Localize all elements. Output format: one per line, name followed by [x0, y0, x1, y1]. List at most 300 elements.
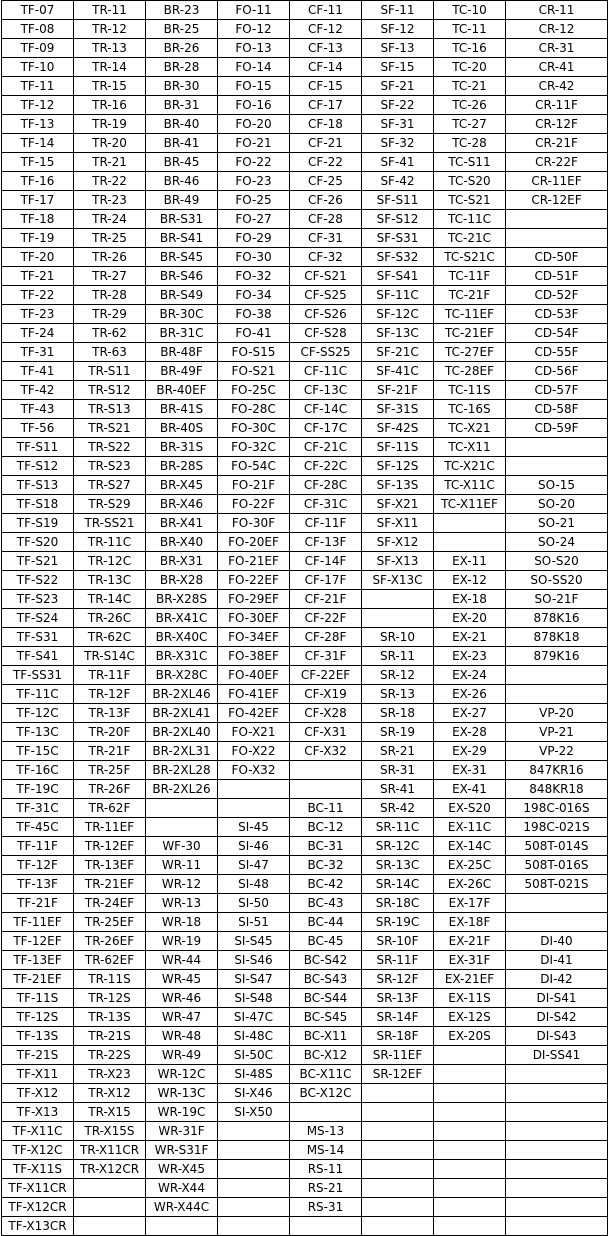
table-cell: CD-50F — [506, 248, 608, 267]
table-cell: BR-31S — [146, 438, 218, 457]
table-cell: CF-13C — [290, 381, 362, 400]
table-cell: CF-31 — [290, 229, 362, 248]
table-cell: CF-21C — [290, 438, 362, 457]
table-cell: FO-41EF — [218, 685, 290, 704]
table-row — [2, 1027, 608, 1046]
table-cell: BC-S42 — [290, 951, 362, 970]
table-row — [2, 666, 608, 685]
table-row — [2, 476, 608, 495]
table-row — [2, 134, 608, 153]
table-cell — [506, 1141, 608, 1160]
table-cell: CF-S26 — [290, 305, 362, 324]
table-cell: SR-12EF — [362, 1065, 434, 1084]
table-cell: SI-X50 — [218, 1103, 290, 1122]
table-cell: TR-SS21 — [74, 514, 146, 533]
table-cell — [290, 780, 362, 799]
table-cell — [506, 666, 608, 685]
table-cell: TC-10 — [434, 1, 506, 20]
table-cell: CD-54F — [506, 324, 608, 343]
table-cell: TF-13C — [2, 723, 74, 742]
table-cell — [434, 1122, 506, 1141]
table-cell: EX-18 — [434, 590, 506, 609]
table-cell: 508T-014S — [506, 837, 608, 856]
table-cell: TR-12C — [74, 552, 146, 571]
table-cell: WR-47 — [146, 1008, 218, 1027]
table-cell: BR-2XL46 — [146, 685, 218, 704]
table-cell: TF-20 — [2, 248, 74, 267]
table-cell: TR-14C — [74, 590, 146, 609]
table-cell: TR-13C — [74, 571, 146, 590]
table-cell: TC-21 — [434, 77, 506, 96]
table-cell: TF-21 — [2, 267, 74, 286]
table-cell: TR-S14C — [74, 647, 146, 666]
table-cell — [434, 1217, 506, 1236]
table-cell: TF-31C — [2, 799, 74, 818]
table-cell: TR-62 — [74, 324, 146, 343]
table-row — [2, 818, 608, 837]
table-cell: SR-42 — [362, 799, 434, 818]
table-cell — [506, 894, 608, 913]
table-cell: SF-11C — [362, 286, 434, 305]
table-cell: TR-X23 — [74, 1065, 146, 1084]
table-cell: BR-40EF — [146, 381, 218, 400]
table-cell: TF-22 — [2, 286, 74, 305]
table-cell: TR-X15 — [74, 1103, 146, 1122]
table-cell: FO-20 — [218, 115, 290, 134]
table-cell: TR-13 — [74, 39, 146, 58]
table-cell — [506, 438, 608, 457]
table-cell — [218, 1198, 290, 1217]
table-cell: EX-20S — [434, 1027, 506, 1046]
table-row — [2, 20, 608, 39]
table-cell: TF-18 — [2, 210, 74, 229]
table-cell: SO-21 — [506, 514, 608, 533]
table-cell: TC-X11EF — [434, 495, 506, 514]
table-cell: CF-28C — [290, 476, 362, 495]
table-cell: TR-11EF — [74, 818, 146, 837]
table-row — [2, 951, 608, 970]
table-cell: TF-13F — [2, 875, 74, 894]
table-cell: BR-2XL40 — [146, 723, 218, 742]
table-cell — [506, 1217, 608, 1236]
table-cell: FO-32C — [218, 438, 290, 457]
table-cell: TR-29 — [74, 305, 146, 324]
table-cell: TF-12F — [2, 856, 74, 875]
table-cell: SR-18 — [362, 704, 434, 723]
table-cell: SF-11S — [362, 438, 434, 457]
table-cell: TC-16S — [434, 400, 506, 419]
model-code-table — [1, 0, 608, 1236]
table-cell: CF-28 — [290, 210, 362, 229]
table-cell: SR-13 — [362, 685, 434, 704]
table-cell: BR-S31 — [146, 210, 218, 229]
table-cell: SF-21F — [362, 381, 434, 400]
table-cell: SR-11F — [362, 951, 434, 970]
table-cell: CF-14F — [290, 552, 362, 571]
table-cell: CF-SS25 — [290, 343, 362, 362]
table-cell: EX-12S — [434, 1008, 506, 1027]
table-row — [2, 58, 608, 77]
table-cell: RS-21 — [290, 1179, 362, 1198]
table-cell — [362, 1141, 434, 1160]
table-cell: BR-31C — [146, 324, 218, 343]
table-cell: TF-16C — [2, 761, 74, 780]
table-cell: WR-46 — [146, 989, 218, 1008]
table-cell: VP-20 — [506, 704, 608, 723]
table-cell: SI-S45 — [218, 932, 290, 951]
table-row — [2, 305, 608, 324]
table-cell: BR-X31 — [146, 552, 218, 571]
table-cell: WR-X44C — [146, 1198, 218, 1217]
table-cell: TF-S19 — [2, 514, 74, 533]
table-cell — [362, 590, 434, 609]
table-cell: BR-S45 — [146, 248, 218, 267]
table-cell: TR-21S — [74, 1027, 146, 1046]
table-cell: TF-X11 — [2, 1065, 74, 1084]
table-cell: CR-12EF — [506, 191, 608, 210]
table-cell: CF-21 — [290, 134, 362, 153]
table-cell: SR-11 — [362, 647, 434, 666]
table-cell: 508T-016S — [506, 856, 608, 875]
table-cell: SR-11EF — [362, 1046, 434, 1065]
table-cell: SR-31 — [362, 761, 434, 780]
table-cell — [506, 1065, 608, 1084]
table-cell: TC-11EF — [434, 305, 506, 324]
table-cell: TR-11 — [74, 1, 146, 20]
table-cell: BR-S41 — [146, 229, 218, 248]
table-cell — [506, 1084, 608, 1103]
table-cell — [218, 1141, 290, 1160]
table-cell: SR-12 — [362, 666, 434, 685]
table-row — [2, 1046, 608, 1065]
table-cell: FO-X22 — [218, 742, 290, 761]
table-cell: TF-S13 — [2, 476, 74, 495]
table-cell: CR-21F — [506, 134, 608, 153]
table-body — [2, 1, 608, 1236]
table-cell: SF-42 — [362, 172, 434, 191]
table-cell: WR-12C — [146, 1065, 218, 1084]
table-cell: SI-47C — [218, 1008, 290, 1027]
table-cell: TF-10 — [2, 58, 74, 77]
table-cell: TR-15 — [74, 77, 146, 96]
table-cell: CF-13F — [290, 533, 362, 552]
table-cell: EX-21EF — [434, 970, 506, 989]
table-cell: BR-40S — [146, 419, 218, 438]
table-row — [2, 495, 608, 514]
table-cell: CF-17F — [290, 571, 362, 590]
table-cell — [362, 1084, 434, 1103]
table-row — [2, 989, 608, 1008]
table-cell: EX-31 — [434, 761, 506, 780]
table-cell: TF-12S — [2, 1008, 74, 1027]
table-cell: TR-X15S — [74, 1122, 146, 1141]
table-cell: FO-34EF — [218, 628, 290, 647]
table-cell: TF-12C — [2, 704, 74, 723]
table-cell: TF-42 — [2, 381, 74, 400]
table-cell: SF-32 — [362, 134, 434, 153]
table-cell: TR-12F — [74, 685, 146, 704]
table-row — [2, 837, 608, 856]
table-cell: TC-X11C — [434, 476, 506, 495]
table-cell: SF-S31 — [362, 229, 434, 248]
table-cell: CF-11F — [290, 514, 362, 533]
table-cell: CF-22EF — [290, 666, 362, 685]
table-cell: TC-28EF — [434, 362, 506, 381]
table-cell: TF-11S — [2, 989, 74, 1008]
table-cell: SI-50C — [218, 1046, 290, 1065]
table-cell: BC-S43 — [290, 970, 362, 989]
table-cell: BC-X12 — [290, 1046, 362, 1065]
table-row — [2, 267, 608, 286]
table-cell: TF-X12CR — [2, 1198, 74, 1217]
table-cell: BC-42 — [290, 875, 362, 894]
table-cell: FO-S21 — [218, 362, 290, 381]
table-cell: FO-29EF — [218, 590, 290, 609]
table-cell — [506, 229, 608, 248]
table-cell: TR-11F — [74, 666, 146, 685]
table-cell: TR-25EF — [74, 913, 146, 932]
table-cell: TR-62F — [74, 799, 146, 818]
table-cell: SF-S32 — [362, 248, 434, 267]
table-cell: CF-S21 — [290, 267, 362, 286]
table-row — [2, 761, 608, 780]
table-cell: CR-31 — [506, 39, 608, 58]
table-cell: SI-48 — [218, 875, 290, 894]
table-cell: CF-X28 — [290, 704, 362, 723]
table-cell: TR-X12 — [74, 1084, 146, 1103]
table-cell: TR-11S — [74, 970, 146, 989]
table-cell: FO-16 — [218, 96, 290, 115]
table-cell: FO-13 — [218, 39, 290, 58]
table-cell: TR-24 — [74, 210, 146, 229]
table-cell — [218, 1179, 290, 1198]
table-row — [2, 1103, 608, 1122]
table-cell: TC-X11 — [434, 438, 506, 457]
table-cell — [74, 1179, 146, 1198]
table-cell: BR-46 — [146, 172, 218, 191]
table-cell: WR-19C — [146, 1103, 218, 1122]
table-cell: CD-56F — [506, 362, 608, 381]
table-cell: TF-24 — [2, 324, 74, 343]
table-row — [2, 229, 608, 248]
table-cell: TF-19 — [2, 229, 74, 248]
table-cell: CF-S25 — [290, 286, 362, 305]
table-cell: TR-20F — [74, 723, 146, 742]
table-cell — [434, 514, 506, 533]
table-cell: TF-21EF — [2, 970, 74, 989]
table-cell — [218, 1122, 290, 1141]
table-cell: SF-13 — [362, 39, 434, 58]
table-cell: SR-14C — [362, 875, 434, 894]
table-cell: TF-X13 — [2, 1103, 74, 1122]
table-cell: SI-45 — [218, 818, 290, 837]
table-cell: FO-22EF — [218, 571, 290, 590]
table-row — [2, 1, 608, 20]
table-cell: TR-X11CR — [74, 1141, 146, 1160]
table-cell: CR-12F — [506, 115, 608, 134]
table-cell: BC-11 — [290, 799, 362, 818]
table-cell: SR-13C — [362, 856, 434, 875]
table-cell: TC-21EF — [434, 324, 506, 343]
table-cell: DI-S42 — [506, 1008, 608, 1027]
table-row — [2, 457, 608, 476]
table-cell: SR-10F — [362, 932, 434, 951]
table-cell: SI-50 — [218, 894, 290, 913]
table-cell: TC-11 — [434, 20, 506, 39]
table-cell: TF-17 — [2, 191, 74, 210]
table-cell: TF-S23 — [2, 590, 74, 609]
table-cell: SF-13S — [362, 476, 434, 495]
table-row — [2, 362, 608, 381]
table-row — [2, 1141, 608, 1160]
table-cell: SF-12S — [362, 457, 434, 476]
table-cell: TR-25 — [74, 229, 146, 248]
table-cell: BC-X11C — [290, 1065, 362, 1084]
table-row — [2, 343, 608, 362]
table-cell: TF-12 — [2, 96, 74, 115]
table-cell: CF-26 — [290, 191, 362, 210]
table-cell: TC-20 — [434, 58, 506, 77]
table-cell: DI-S41 — [506, 989, 608, 1008]
table-cell: TF-11F — [2, 837, 74, 856]
table-cell: CF-X31 — [290, 723, 362, 742]
table-cell: TF-11C — [2, 685, 74, 704]
table-cell: FO-20EF — [218, 533, 290, 552]
table-cell: FO-X32 — [218, 761, 290, 780]
table-cell: SI-51 — [218, 913, 290, 932]
table-cell: TC-S21C — [434, 248, 506, 267]
table-cell: CR-11F — [506, 96, 608, 115]
table-cell: SR-41 — [362, 780, 434, 799]
table-row — [2, 970, 608, 989]
table-cell: CF-17C — [290, 419, 362, 438]
table-cell: SF-21C — [362, 343, 434, 362]
table-row — [2, 628, 608, 647]
table-cell — [146, 799, 218, 818]
table-cell — [434, 1084, 506, 1103]
table-cell: BR-30C — [146, 305, 218, 324]
table-cell: BR-2XL41 — [146, 704, 218, 723]
table-cell: WR-45 — [146, 970, 218, 989]
table-row — [2, 875, 608, 894]
table-row — [2, 115, 608, 134]
table-cell: CF-11 — [290, 1, 362, 20]
table-cell — [434, 1179, 506, 1198]
table-cell: CR-11 — [506, 1, 608, 20]
table-cell — [506, 913, 608, 932]
table-cell: EX-29 — [434, 742, 506, 761]
table-cell: FO-25 — [218, 191, 290, 210]
table-cell: SF-12 — [362, 20, 434, 39]
table-cell: TF-23 — [2, 305, 74, 324]
table-cell: TR-S11 — [74, 362, 146, 381]
table-cell: FO-30 — [218, 248, 290, 267]
table-cell: SF-S11 — [362, 191, 434, 210]
table-cell: TR-22 — [74, 172, 146, 191]
table-cell: TF-16 — [2, 172, 74, 191]
table-cell — [218, 1217, 290, 1236]
table-cell: SR-19 — [362, 723, 434, 742]
table-cell: BC-31 — [290, 837, 362, 856]
table-cell: SF-S41 — [362, 267, 434, 286]
table-row — [2, 1065, 608, 1084]
table-cell: WR-X44 — [146, 1179, 218, 1198]
table-cell: BR-41S — [146, 400, 218, 419]
table-cell: TF-15 — [2, 153, 74, 172]
table-cell: TF-43 — [2, 400, 74, 419]
table-cell: TR-26 — [74, 248, 146, 267]
table-cell — [506, 1103, 608, 1122]
table-cell: 879K16 — [506, 647, 608, 666]
table-cell: TR-S29 — [74, 495, 146, 514]
table-cell: BC-S44 — [290, 989, 362, 1008]
table-cell: TF-S41 — [2, 647, 74, 666]
table-cell: FO-21EF — [218, 552, 290, 571]
table-cell: BR-X31C — [146, 647, 218, 666]
table-cell: TR-12 — [74, 20, 146, 39]
table-row — [2, 381, 608, 400]
table-cell: TC-11F — [434, 267, 506, 286]
table-row — [2, 609, 608, 628]
table-cell: CF-31F — [290, 647, 362, 666]
table-cell — [506, 685, 608, 704]
table-cell: WR-48 — [146, 1027, 218, 1046]
table-cell — [290, 761, 362, 780]
table-cell: SF-41 — [362, 153, 434, 172]
table-cell: BR-X28C — [146, 666, 218, 685]
table-cell: EX-41 — [434, 780, 506, 799]
table-cell: FO-32 — [218, 267, 290, 286]
table-cell: BR-S46 — [146, 267, 218, 286]
table-cell: SR-11C — [362, 818, 434, 837]
table-cell: FO-27 — [218, 210, 290, 229]
table-cell: CD-58F — [506, 400, 608, 419]
table-cell: TR-S21 — [74, 419, 146, 438]
table-cell: SR-13F — [362, 989, 434, 1008]
table-cell: TF-41 — [2, 362, 74, 381]
table-cell — [74, 1198, 146, 1217]
table-cell: 878K16 — [506, 609, 608, 628]
table-cell: FO-21 — [218, 134, 290, 153]
table-cell: SR-18F — [362, 1027, 434, 1046]
table-cell: VP-21 — [506, 723, 608, 742]
table-cell: FO-30EF — [218, 609, 290, 628]
table-cell: TF-S12 — [2, 457, 74, 476]
table-cell: CF-32 — [290, 248, 362, 267]
table-cell: TC-21C — [434, 229, 506, 248]
table-cell: TR-24EF — [74, 894, 146, 913]
table-cell: MS-14 — [290, 1141, 362, 1160]
table-cell: SF-15 — [362, 58, 434, 77]
table-cell: SF-22 — [362, 96, 434, 115]
table-cell: SO-21F — [506, 590, 608, 609]
table-cell: FO-S15 — [218, 343, 290, 362]
table-cell: FO-38EF — [218, 647, 290, 666]
table-row — [2, 571, 608, 590]
table-cell: TR-28 — [74, 286, 146, 305]
table-cell — [434, 533, 506, 552]
table-cell: TR-23 — [74, 191, 146, 210]
table-cell: EX-21 — [434, 628, 506, 647]
table-row — [2, 153, 608, 172]
table-cell: BR-40 — [146, 115, 218, 134]
table-cell: CD-52F — [506, 286, 608, 305]
table-cell: CF-11C — [290, 362, 362, 381]
table-cell: 847KR16 — [506, 761, 608, 780]
table-cell: TR-25F — [74, 761, 146, 780]
table-cell: TR-13F — [74, 704, 146, 723]
table-row — [2, 1008, 608, 1027]
